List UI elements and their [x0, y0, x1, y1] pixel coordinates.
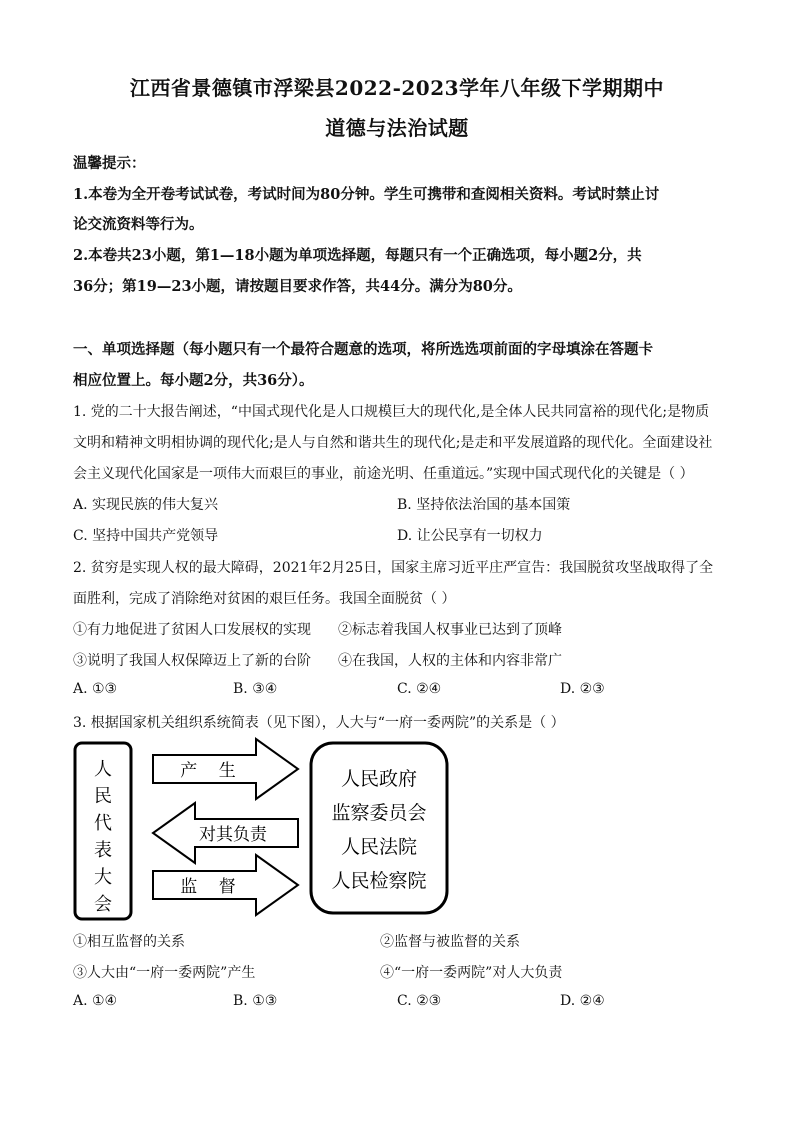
q1-option-a: A. 实现民族的伟大复兴 [73, 497, 219, 513]
q2-statement-4: ④在我国，人权的主体和内容非常广 [338, 653, 562, 669]
notice-item2-line1: 2.本卷共23小题，第1—18小题为单项选择题，每题只有一个正确选项，每小题2分，共 [73, 247, 642, 264]
organ-procuratorate: 人民检察院 [331, 870, 427, 892]
npc-char-5: 大 [94, 867, 112, 888]
q3-statement-4: ④“一府一委两院”对人大负责 [380, 965, 563, 981]
q3-option-c: C. ②③ [397, 993, 442, 1009]
npc-char-3: 代 [94, 813, 112, 834]
q2-statement-2: ②标志着我国人权事业已达到了顶峰 [338, 622, 562, 638]
q3-option-b: B. ①③ [233, 993, 278, 1009]
exam-title-line2: 道德与法治试题 [325, 116, 469, 140]
notice-label: 温馨提示： [73, 155, 146, 172]
organ-government: 人民政府 [340, 768, 418, 790]
arrow-responsible-label: 对其负责 [199, 825, 267, 845]
q2-option-c: C. ②④ [397, 681, 442, 697]
q3-statement-2: ②监督与被监督的关系 [380, 934, 520, 950]
q1-option-d: D. 让公民享有一切权力 [397, 528, 543, 544]
notice-item1-line2: 论交流资料等行为。 [73, 216, 204, 233]
notice-item1-line1: 1.本卷为全开卷考试试卷，考试时间为80分钟。学生可携带和查阅相关资料。考试时禁止讨 [73, 186, 660, 203]
q2-option-a: A. ①③ [73, 681, 118, 697]
q2-option-d: D. ②③ [560, 681, 605, 697]
q2-statement-3: ③说明了我国人权保障迈上了新的台阶 [73, 653, 311, 669]
q1-option-b: B. 坚持依法治国的基本国策 [397, 497, 571, 513]
npc-char-4: 表 [94, 840, 112, 861]
npc-char-2: 民 [94, 786, 112, 807]
q3-statement-1: ①相互监督的关系 [73, 934, 185, 950]
q1-option-c: C. 坚持中国共产党领导 [73, 528, 219, 544]
q2-statement-1: ①有力地促进了贫困人口发展权的实现 [73, 622, 311, 638]
q1-stem-line3: 会主义现代化国家是一项伟大而艰巨的事业，前途光明、任重道远。”实现中国式现代化的关键是（ ） [73, 466, 694, 482]
q3-option-a: A. ①④ [73, 993, 118, 1009]
q2-stem-line1: 2. 贫穷是实现人权的最大障碍，2021年2月25日，国家主席习近平庄严宣告：我国脱贫攻坚战取得了全 [73, 560, 714, 576]
organ-supervisory-commission: 监察委员会 [331, 802, 427, 824]
q3-option-d: D. ②④ [560, 993, 605, 1009]
q3-stem-line1: 3. 根据国家机关组织系统简表（见下图），人大与“一府一委两院”的关系是（ ） [73, 715, 565, 731]
q2-option-b: B. ③④ [233, 681, 278, 697]
state-organ-diagram [73, 735, 473, 925]
exam-title-line1: 江西省景德镇市浮梁县2022-2023学年八年级下学期期中 [129, 76, 665, 100]
q2-stem-line2: 面胜利，完成了消除绝对贫困的艰巨任务。我国全面脱贫（ ） [73, 591, 456, 607]
q1-stem-line2: 文明和精神文明相协调的现代化;是人与自然和谐共生的现代化;是走和平发展道路的现代化。全面建设社 [73, 435, 713, 451]
npc-char-1: 人 [94, 759, 112, 780]
arrow-supervise-label: 监 督 [180, 877, 236, 897]
organ-court: 人民法院 [340, 836, 418, 858]
q3-statement-3: ③人大由“一府一委两院”产生 [73, 965, 256, 981]
arrow-produce-label: 产 生 [180, 761, 236, 781]
npc-char-6: 会 [94, 894, 112, 915]
q1-stem-line1: 1. 党的二十大报告阐述，“中国式现代化是人口规模巨大的现代化,是全体人民共同富裕的现代化;是物质 [73, 404, 710, 420]
notice-item2-line2: 36分；第19—23小题，请按题目要求作答，共44分。满分为80分。 [73, 278, 522, 295]
section1-heading-line1: 一、单项选择题（每小题只有一个最符合题意的选项，将所选选项前面的字母填涂在答题卡 [73, 341, 653, 358]
section1-heading-line2: 相应位置上。每小题2分，共36分）。 [73, 372, 314, 389]
